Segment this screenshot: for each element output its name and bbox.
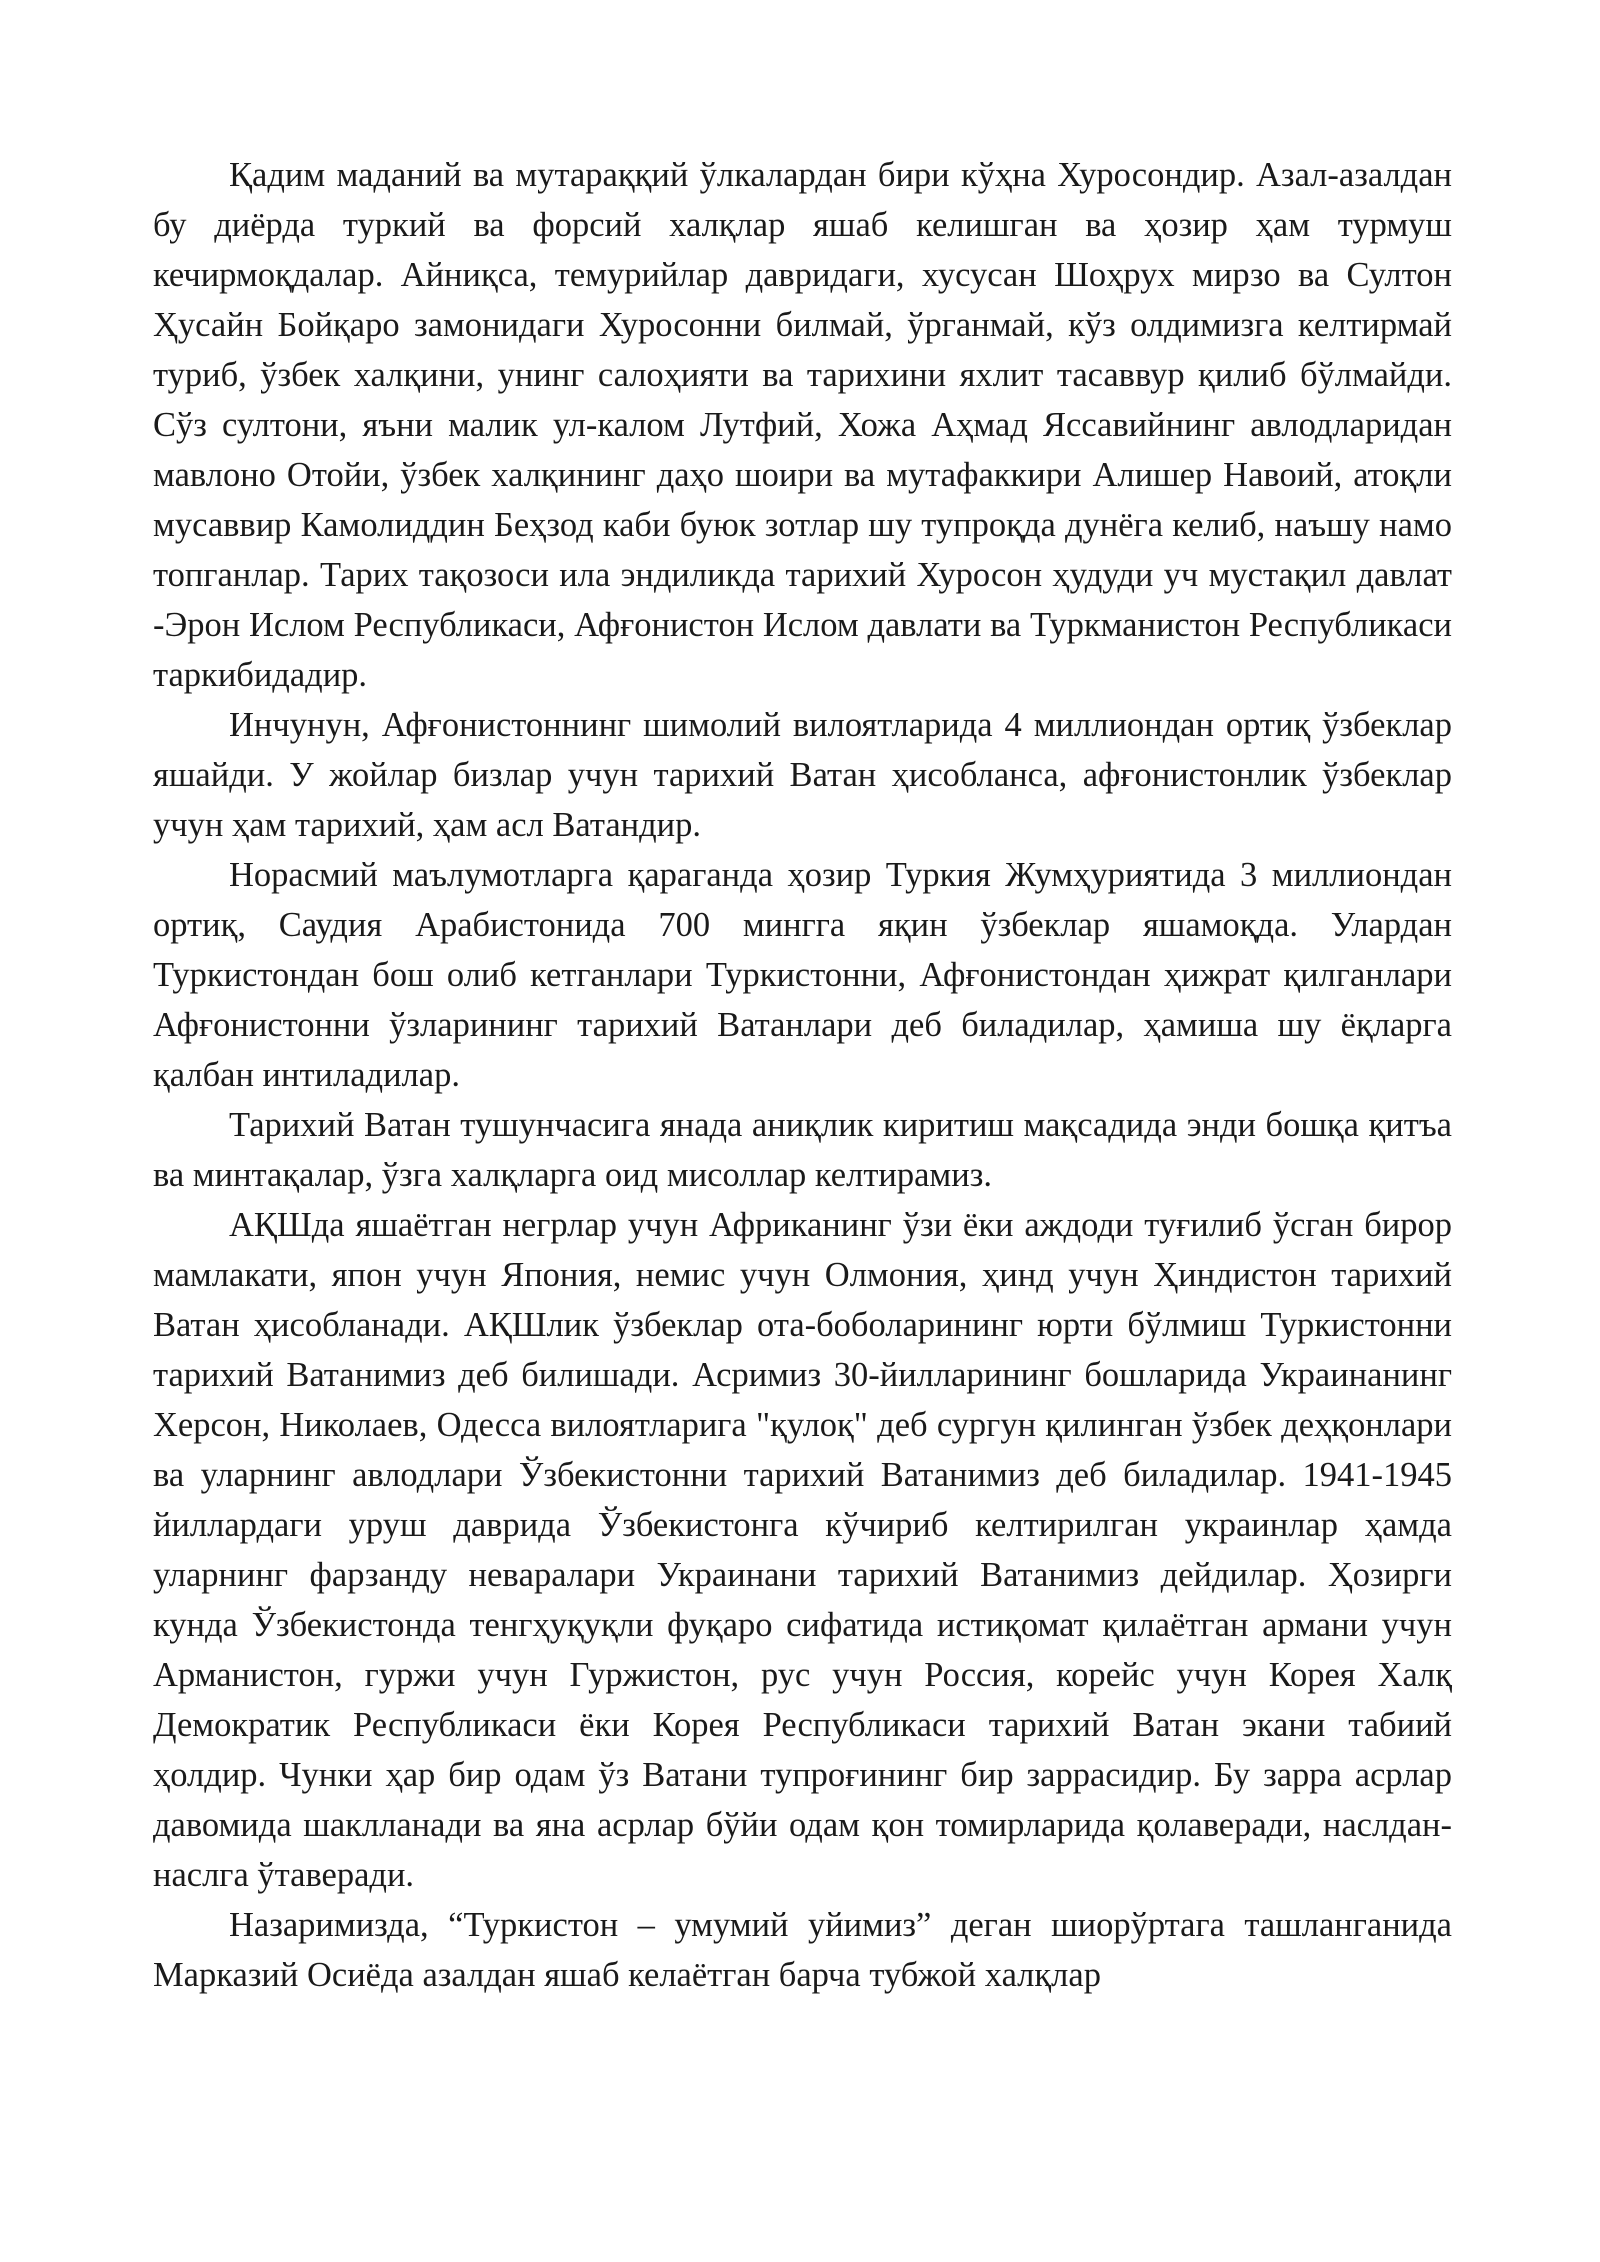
paragraph-afghanistan: Инчунун, Афғонистоннинг шимолий вилоятларида 4 миллиондан ортиқ ўзбеклар яшайди. У жойлар бизлар учун тарихий Ватан ҳисобланса, афғонистонлик ўзбеклар учун ҳам тарихий, ҳам асл Ватандир. <box>153 706 1452 844</box>
paragraph-turkestan-home: Назаримизда, “Туркистон – умумий уйимиз” деган шиорўртага ташланганида Марказий Осиёда азалдан яшаб келаётган барча тубжой халқлар <box>153 1906 1452 1994</box>
paragraph-homeland-concept: Тарихий Ватан тушунчасига янада аниқлик киритиш мақсадида энди бошқа қитъа ва минтақалар, ўзга халқларга оид мисоллар келтирамиз. <box>153 1106 1452 1194</box>
document-body <box>153 150 1452 2000</box>
paragraph-turkey-saudi: Норасмий маълумотларга қараганда ҳозир Туркия Жумҳуриятида 3 миллиондан ортиқ, Саудия Арабистонида 700 мингга яқин ўзбеклар яшамоқда. Улардан Туркистондан бош олиб кетганлари Туркистонни, Афғонистондан ҳижрат қилганлари Афғонистонни ўзларининг тарихий Ватанлари деб биладилар, ҳамиша шу ёқларга қалбан интиладилар. <box>153 856 1452 1094</box>
paragraph-examples: АҚШда яшаётган негрлар учун Африканинг ўзи ёки аждоди туғилиб ўсган бирор мамлакати, япон учун Япония, немис учун Олмония, ҳинд учун Ҳиндистон тарихий Ватан ҳисобланади. АҚШлик ўзбеклар ота-боболарининг юрти бўлмиш Туркистонни тарихий Ватанимиз деб билишади. Асримиз 30-йилларининг бошларида Украинанинг Херсон, Николаев, Одесса вилоятларига "қулоқ" деб сургун қилинган ўзбек деҳқонлари ва уларнинг авлодлари Ўзбекистонни тарихий Ватанимиз деб биладилар. 1941-1945 йиллардаги уруш даврида Ўзбекистонга кўчириб келтирилган украинлар ҳамда уларнинг фарзанду невaралари Украинани тарихий Ватанимиз дейдилар. Ҳозирги кунда Ўзбекистонда тенгҳуқуқли фуқаро сифатида истиқомат қилаётган армани учун Арманистон, гуржи учун Гуржистон, рус учун Россия, корейс учун Корея Халқ Демократик Республикаси ёки Корея Республикаси тарихий Ватан экани табиий ҳолдир. Чунки ҳар бир одам ўз Ватани тупроғининг бир заррасидир. Бу зарра асрлар давомида шаклланади ва яна асрлар бўйи одам қон томирларида қолаверади, наслдан-наслга ўтаверади. <box>153 1206 1452 1894</box>
paragraph-khurasan: Қадим маданий ва мутараққий ўлкалардан бири кўҳна Хуросондир. Азал-азалдан бу диёрда туркий ва форсий халқлар яшаб келишган ва ҳозир ҳам турмуш кечирмоқдалар. Айниқса, темурийлар давридаги, хусусан Шоҳрух мирзо ва Султон Ҳусайн Бойқаро замонидаги Хуросонни билмай, ўрганмай, кўз олдимизга келтирмай туриб, ўзбек халқини, унинг салоҳияти ва тарихини яхлит тасаввур қилиб бўлмайди. Сўз султони, яъни малик ул-калом Лутфий, Хожа Аҳмад Яссавийнинг авлодларидан мавлоно Отойи, ўзбек халқининг даҳо шоири ва мутафаккири Алишер Навоий, атоқли мусаввир Камолиддин Беҳзод каби буюк зотлар шу тупроқда дунёга келиб, наъшу намо топганлар. Тарих тақозоси ила эндиликда тарихий Хуросон ҳудуди уч мустақил давлат -Эрон Ислом Республикаси, Афғонистон Ислом давлати ва Туркманистон Республикаси таркибидадир. <box>153 156 1452 694</box>
